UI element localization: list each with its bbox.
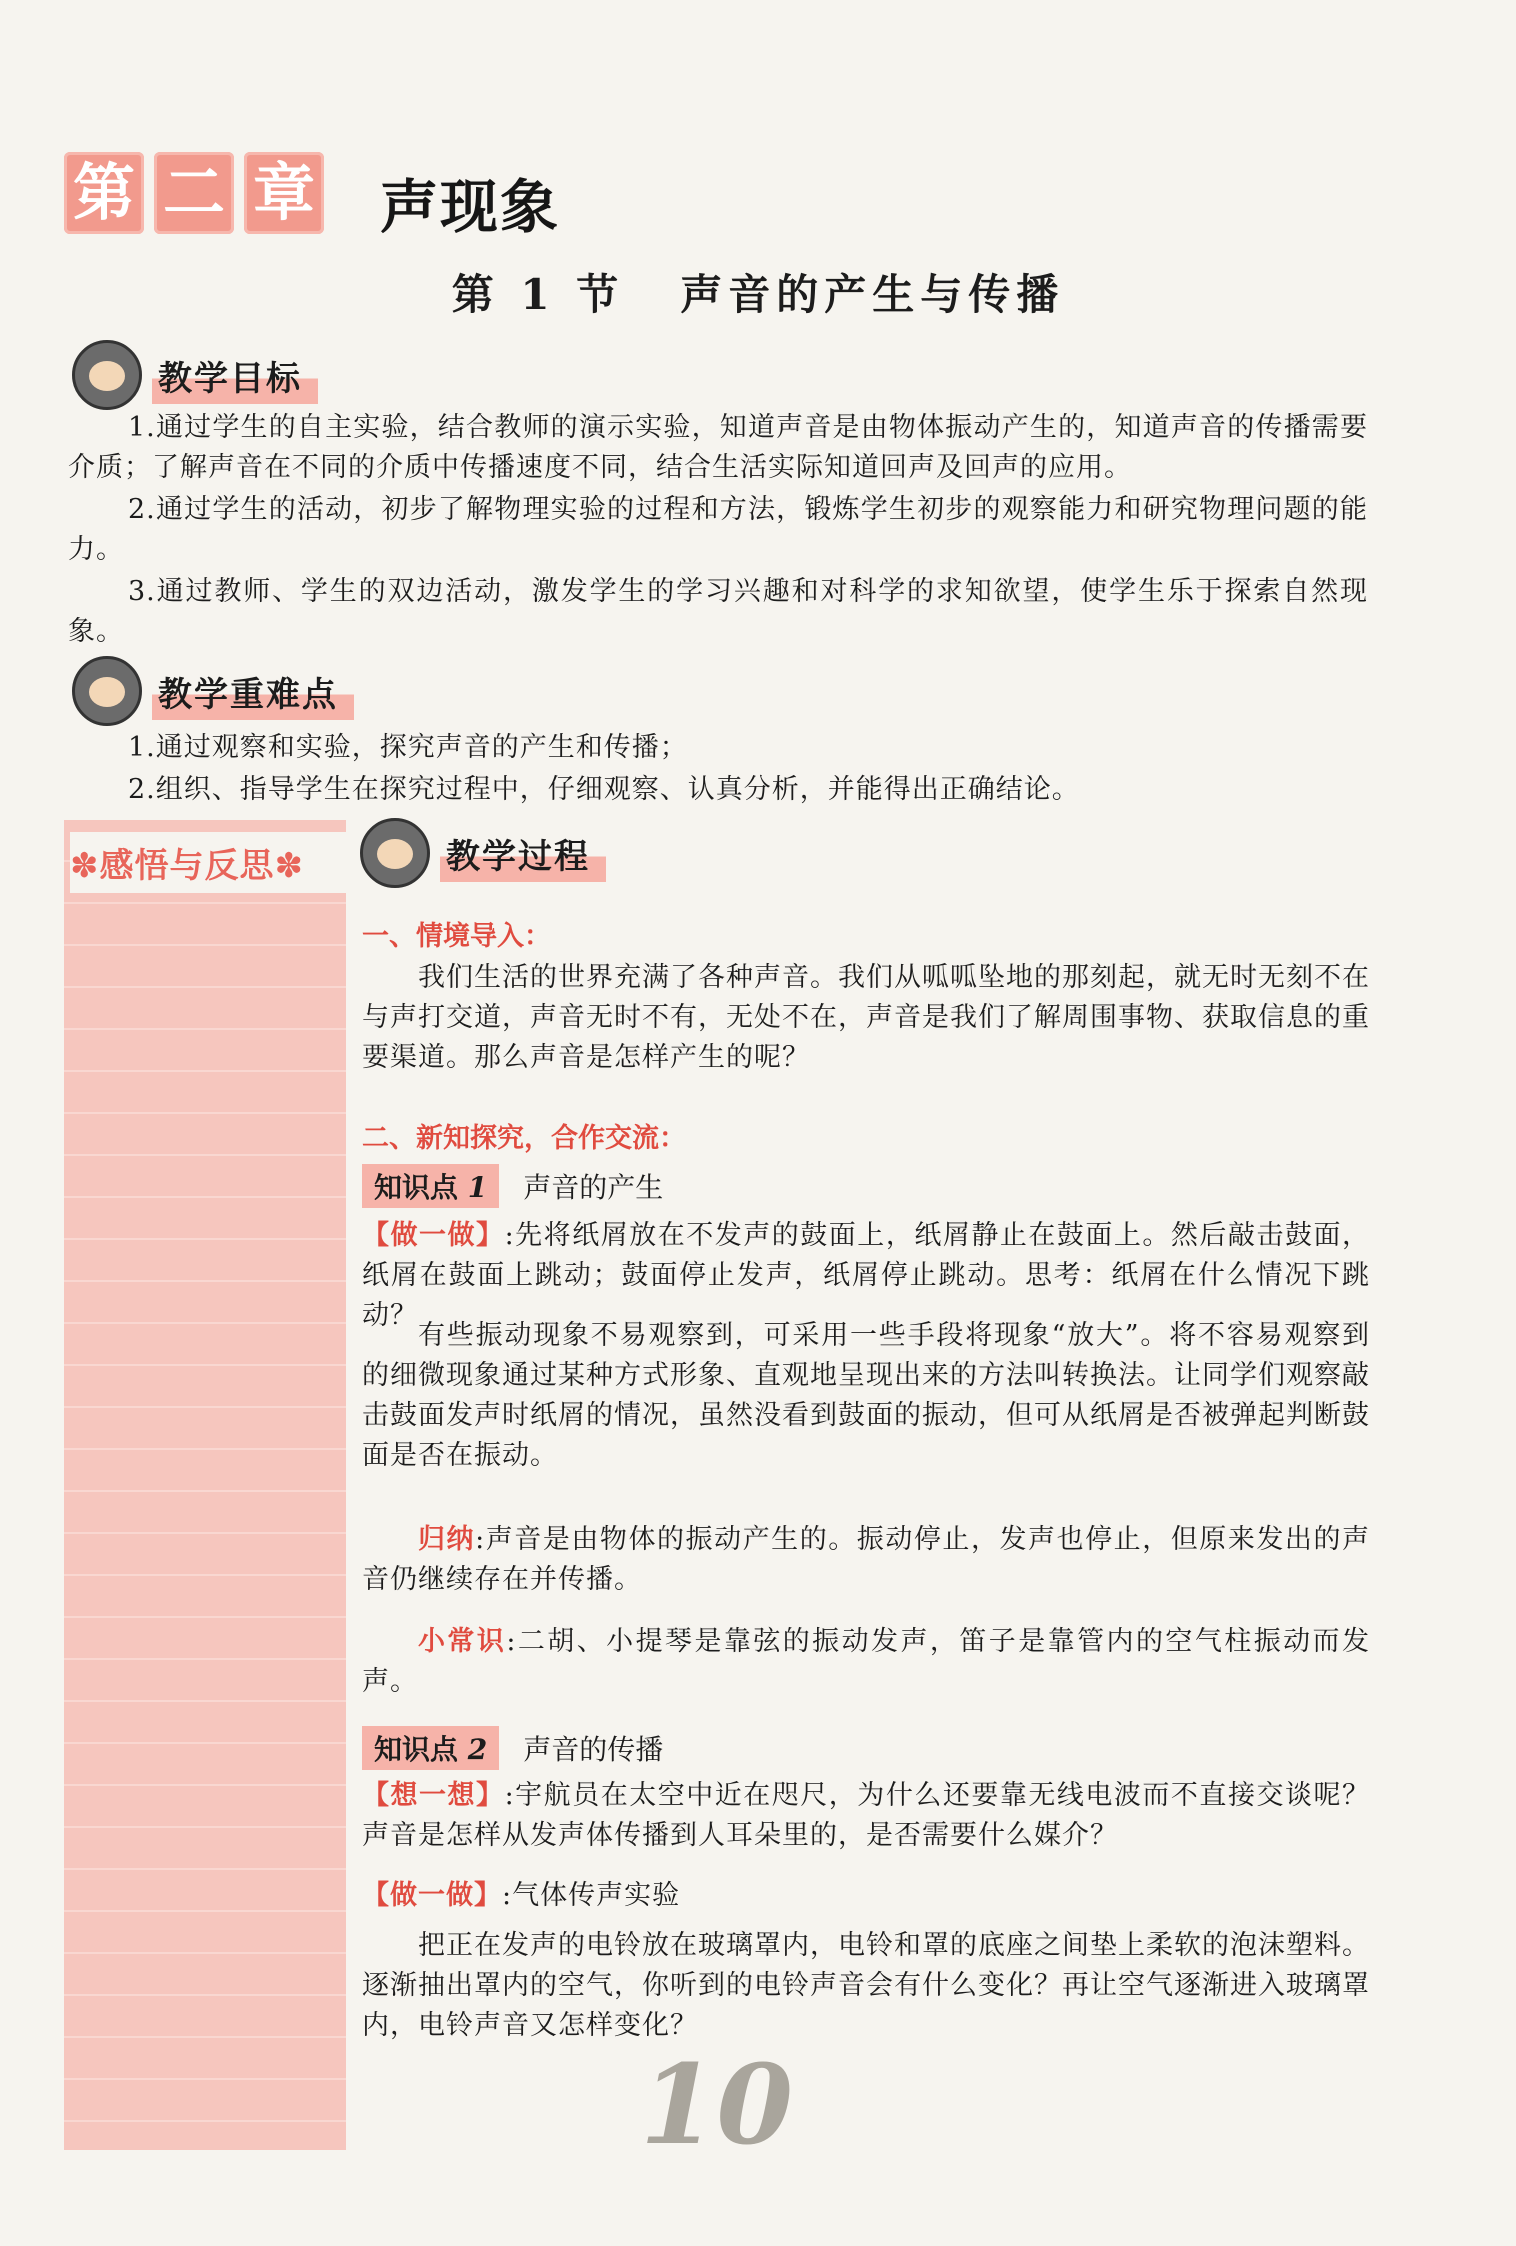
think-text: :宇航员在太空中近在咫尺，为什么还要靠无线电波而不直接交谈呢？声音是怎样从发声体传播到人耳朵里的，是否需要什么媒介？ — [362, 1780, 1370, 1851]
objective-3: 3.通过教师、学生的双边活动，激发学生的学习兴趣和对科学的求知欲望，使学生乐于探索自然现象。 — [68, 576, 1368, 647]
do-it-1-text: :先将纸屑放在不发声的鼓面上，纸屑静止在鼓面上。然后敲击鼓面，纸屑在鼓面上跳动；鼓面停止发声，纸屑停止跳动。思考：纸屑在什么情况下跳动？ — [362, 1220, 1370, 1331]
intro-heading: 一、情境导入： — [362, 921, 551, 952]
chapter-label — [64, 152, 324, 234]
kp1-tag: 知识点 1 — [362, 1164, 499, 1208]
objective-2: 2.通过学生的活动，初步了解物理实验的过程和方法，锻炼学生初步的观察能力和研究物理问题的能力。 — [68, 494, 1368, 565]
reflection-column — [64, 820, 346, 2150]
reflection-heading: ✽感悟与反思✽ — [70, 832, 350, 893]
difficulties-header — [72, 656, 354, 726]
kp2-title: 声音的传播 — [523, 1733, 664, 1766]
section-name: 声音的产生与传播 — [680, 270, 1065, 319]
intro-text: 我们生活的世界充满了各种声音。我们从呱呱坠地的那刻起，就无时无刻不在与声打交道，声音无时不有，无处不在，声音是我们了解周围事物、获取信息的重要渠道。那么声音是怎样产生的呢？ — [362, 962, 1370, 1073]
common-sense — [362, 1622, 1370, 1702]
tip-text: :二胡、小提琴是靠弦的振动发声，笛子是靠管内的空气柱振动而发声。 — [362, 1626, 1370, 1697]
summary-text: :声音是由物体的振动产生的。振动停止，发声也停止，但原来发出的声音仍继续存在并传播。 — [362, 1524, 1370, 1595]
knowledge-point-2 — [362, 1726, 663, 1770]
difficulty-2: 2.组织、指导学生在探究过程中，仔细观察、认真分析，并能得出正确结论。 — [128, 774, 1080, 805]
do-it-2-tag: 【做一做】 — [362, 1880, 502, 1911]
section-title — [0, 262, 1516, 322]
do-it-tag: 【做一做】 — [362, 1220, 505, 1251]
summary-tag: 归纳 — [418, 1524, 476, 1555]
think-tag: 【想一想】 — [362, 1780, 505, 1811]
difficulties-heading: 教学重难点 — [152, 663, 354, 720]
explore-heading: 二、新知探究，合作交流： — [362, 1123, 686, 1154]
objectives-heading: 教学目标 — [152, 347, 318, 404]
objective-1: 1.通过学生的自主实验，结合教师的演示实验，知道声音是由物体振动产生的，知道声音的传播需要介质；了解声音在不同的介质中传播速度不同，结合生活实际知道回声及回声的应用。 — [68, 412, 1368, 483]
kp2-tag: 知识点 2 — [362, 1726, 499, 1770]
do-it-2-text: :气体传声实验 — [502, 1880, 681, 1911]
chapter-title: 声现象 — [380, 173, 561, 241]
tip-tag: 小常识 — [418, 1626, 507, 1657]
section-number: 第 1 节 — [451, 270, 625, 319]
chapter-box: 二 — [154, 152, 234, 234]
objectives-header — [72, 340, 318, 410]
chapter-box: 第 — [64, 152, 144, 234]
think-about-it — [362, 1776, 1370, 1856]
process-header — [360, 818, 606, 888]
amplify-text: 有些振动现象不易观察到，可采用一些手段将现象“放大”。将不容易观察到的细微现象通过某种方式形象、直观地呈现出来的方法叫转换法。让同学们观察敲击鼓面发声时纸屑的情况，虽然没看到鼓面的振动，但可从纸屑是否被弹起判断鼓面是否在振动。 — [362, 1320, 1370, 1471]
student-reading-icon — [72, 340, 142, 410]
difficulty-1: 1.通过观察和实验，探究声音的产生和传播； — [128, 732, 688, 763]
chapter-box: 章 — [244, 152, 324, 234]
bell-experiment-text: 把正在发声的电铃放在玻璃罩内，电铃和罩的底座之间垫上柔软的泡沫塑料。逐渐抽出罩内的空气，你听到的电铃声音会有什么变化？再让空气逐渐进入玻璃罩内，电铃声音又怎样变化？ — [362, 1930, 1370, 2041]
student-thinking-icon — [72, 656, 142, 726]
summary — [362, 1520, 1370, 1600]
page-number: 10 — [640, 2040, 794, 2169]
student-cap-icon — [360, 818, 430, 888]
kp1-title: 声音的产生 — [523, 1171, 664, 1204]
process-heading: 教学过程 — [440, 825, 606, 882]
do-it-2 — [362, 1876, 1370, 1916]
knowledge-point-1 — [362, 1164, 663, 1208]
